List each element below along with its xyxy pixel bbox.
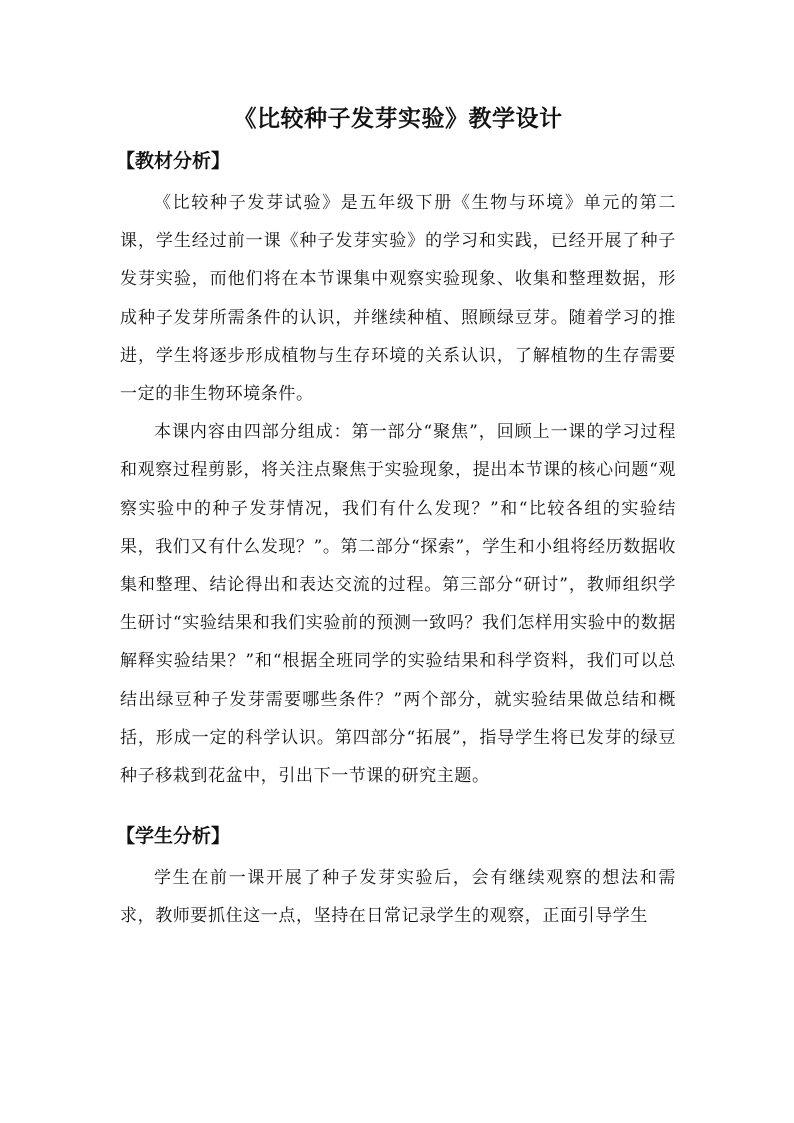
document-title: 《比较种子发芽实验》教学设计 — [233, 106, 563, 132]
section-spacer — [120, 795, 676, 823]
section-textbook-analysis — [116, 148, 676, 795]
section-heading: 【教材分析】 — [116, 150, 231, 172]
paragraph: 本课内容由四部分组成：第一部分“聚焦”，回顾上一课的学习过程和观察过程剪影，将关注点聚焦于实验现象，提出本节课的核心问题“观察实验中的种子发芽情况，我们有什么发现？”和“比较各组的实验结果，我们又有什么发现？”。第二部分“探索”，学生和小组将经历数据收集和整理、结论得出和表达交流的过程。第三部分“研讨”，教师组织学生研讨“实验结果和我们实验前的预测一致吗？我们怎样用实验中的数据解释实验结果？”和“根据全班同学的实验结果和科学资料，我们可以总结出绿豆种子发芽需要哪些条件？”两个部分，就实验结果做总结和概括，形成一定的科学认识。第四部分“拓展”，指导学生将已发芽的绿豆种子移栽到花盆中，引出下一节课的研究主题。 — [120, 422, 676, 787]
paragraph: 《比较种子发芽试验》是五年级下册《生物与环境》单元的第二课，学生经过前一课《种子发芽实验》的学习和实践，已经开展了种子发芽实验，而他们将在本节课集中观察实验现象、收集和整理数据，形成种子发芽所需条件的认识，并继续种植、照顾绿豆芽。随着学习的推进，学生将逐步形成植物与生存环境的关系认识，了解植物的生存需要一定的非生物环境条件。 — [120, 193, 676, 405]
paragraph: 学生在前一课开展了种子发芽实验后，会有继续观察的想法和需求，教师要抓住这一点，坚持在日常记录学生的观察，正面引导学生 — [120, 868, 676, 927]
section-heading: 【学生分析】 — [116, 825, 231, 848]
section-student-analysis — [116, 823, 676, 935]
